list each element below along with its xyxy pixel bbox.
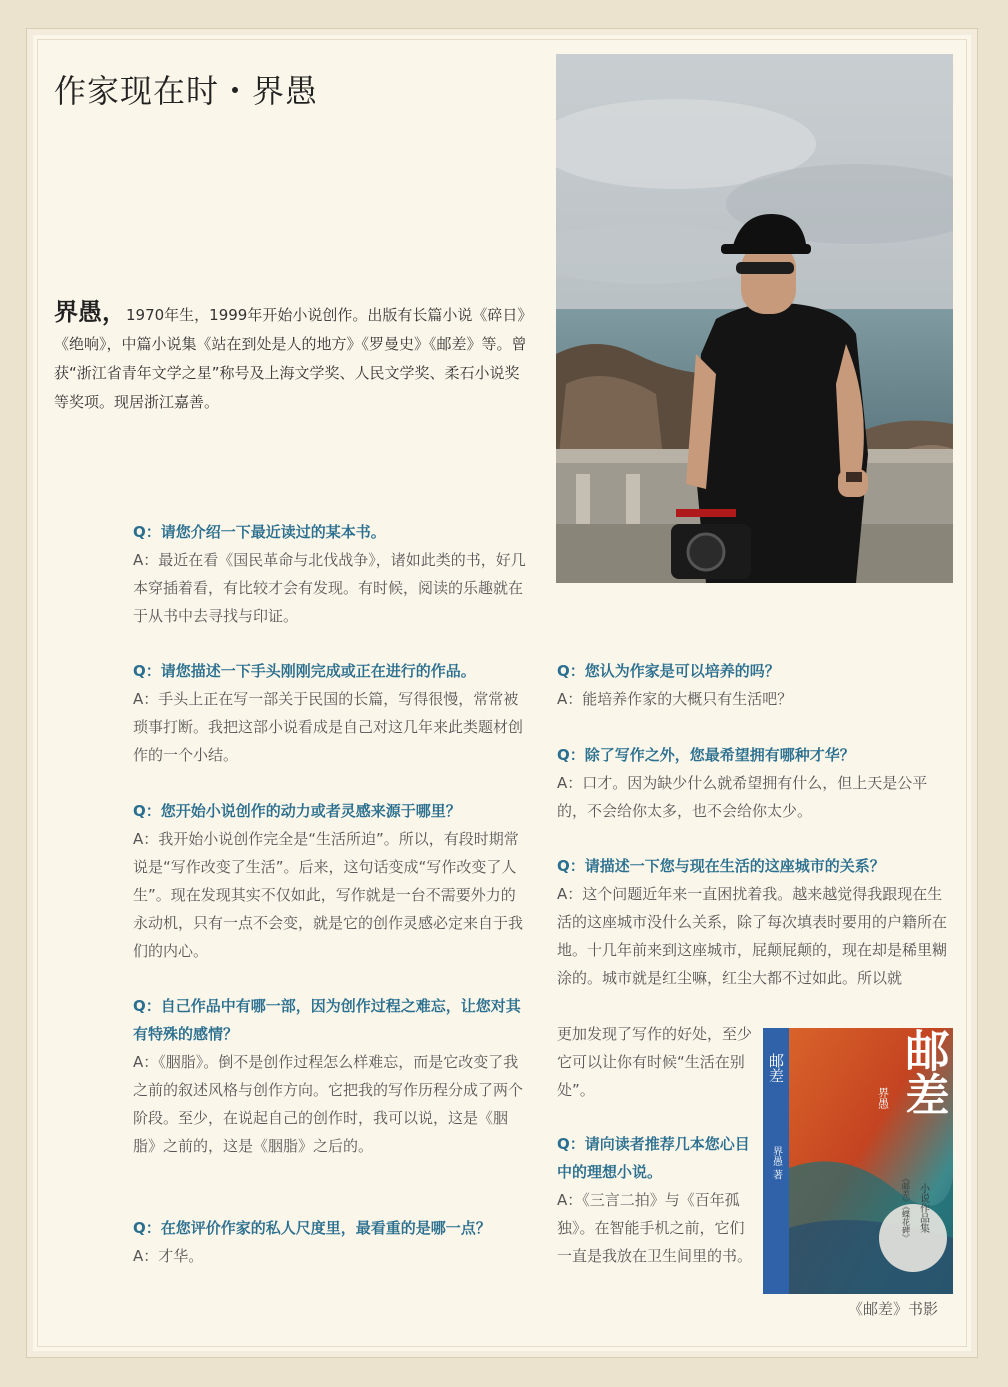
- question-6: Q：您认为作家是可以培养的吗？: [557, 662, 780, 680]
- spine-author: 界愚 著: [770, 1146, 782, 1180]
- question-8: Q：请描述一下您与现在生活的这座城市的关系？: [557, 857, 885, 875]
- question-3: Q：您开始小说创作的动力或者灵感来源于哪里？: [133, 802, 461, 820]
- question-1: Q：请您介绍一下最近读过的某本书。: [133, 523, 386, 541]
- cover-badge: 小说作品集: [917, 1183, 929, 1233]
- answer-8-top: [557, 880, 953, 992]
- question-2: Q：请您描述一下手头刚刚完成或正在进行的作品。: [133, 662, 476, 680]
- book-cover-illustration: [763, 1028, 953, 1294]
- qa-block-1: [133, 518, 529, 630]
- answer-5: A：才华。: [133, 1247, 204, 1265]
- answer-8-continued: 更加发现了写作的好处，至少它可以让你有时候“生活在别处”。: [557, 1025, 753, 1099]
- bio-text: 1970年生，1999年开始小说创作。出版有长篇小说《碎日》《绝响》，中篇小说集《站在到处是人的地方》《罗曼史》《邮差》等。曾获“浙江省青年文学之星”称号及上海文学奖、人民文学奖、柔石小说奖等奖项。现居浙江嘉善。: [54, 306, 527, 411]
- answer-9: A：《三言二拍》与《百年孤独》。在智能手机之前，它们一直是我放在卫生间里的书。: [557, 1191, 753, 1265]
- answer-6: A：能培养作家的大概只有生活吧？: [557, 690, 793, 708]
- qa-block-7: [557, 741, 953, 825]
- answer-7: A：口才。因为缺少什么就希望拥有什么，但上天是公平的，不会给你太多，也不会给你太少。: [557, 774, 928, 820]
- qa-block-9: [557, 1130, 757, 1270]
- question-5: Q：在您评价作家的私人尺度里，最看重的是哪一点？: [133, 1219, 491, 1237]
- answer-1: A：最近在看《国民革命与北伐战争》，诸如此类的书，好几本穿插着看，有比较才会有发现。有时候，阅读的乐趣就在于从书中去寻找与印证。: [133, 551, 526, 625]
- question-9: Q：请向读者推荐几本您心目中的理想小说。: [557, 1135, 750, 1181]
- qa-block-5: [133, 1214, 529, 1270]
- book-cover-image: [763, 1028, 953, 1294]
- author-bio: [54, 297, 532, 417]
- qa-block-2: [133, 657, 529, 769]
- author-photo: [556, 54, 953, 583]
- answer-2: A：手头上正在写一部关于民国的长篇，写得很慢，常常被琐事打断。我把这部小说看成是自己对这几年来此类题材创作的一个小结。: [133, 690, 524, 764]
- spine-title: 邮差: [767, 1053, 785, 1083]
- answer-8: A：这个问题近年来一直困扰着我。越来越觉得我跟现在生活的这座城市没什么关系，除了每次填表时要用的户籍所在地。十几年前来到这座城市，屁颠屁颠的，现在却是稀里糊涂的。城市就是红尘嘛，红尘大都不过如此。所以就: [557, 885, 948, 987]
- cover-title: 邮差: [897, 1028, 949, 1116]
- page-title: 作家现在时・界愚: [54, 72, 319, 110]
- cover-author: 界愚: [876, 1087, 890, 1109]
- author-name: 界愚，: [54, 297, 126, 326]
- cover-badge-sub: 《邮差》《蝶花碑》: [901, 1174, 911, 1242]
- qa-block-8: [557, 852, 953, 880]
- answer-4: A：《胭脂》。倒不是创作过程怎么样难忘，而是它改变了我之前的叙述风格与创作方向。它把我的写作历程分成了两个阶段。至少，在说起自己的创作时，我可以说，这是《胭脂》之前的，这是《胭脂》之后的。: [133, 1053, 524, 1155]
- book-caption: 《邮差》书影: [848, 1300, 939, 1318]
- qa-block-3: [133, 797, 529, 965]
- question-4: Q：自己作品中有哪一部，因为创作过程之难忘，让您对其有特殊的感情？: [133, 997, 521, 1043]
- qa-block-4: [133, 992, 529, 1160]
- question-7: Q：除了写作之外，您最希望拥有哪种才华？: [557, 746, 855, 764]
- author-photo-illustration: [556, 54, 953, 583]
- qa-block-6: [557, 657, 953, 713]
- answer-3: A：我开始小说创作完全是“生活所迫”。所以，有段时期常说是“写作改变了生活”。后来，这句话变成“写作改变了人生”。现在发现其实不仅如此，写作就是一台不需要外力的永动机，只有一点不会变，就是它的创作灵感必定来自于我们的内心。: [133, 830, 524, 960]
